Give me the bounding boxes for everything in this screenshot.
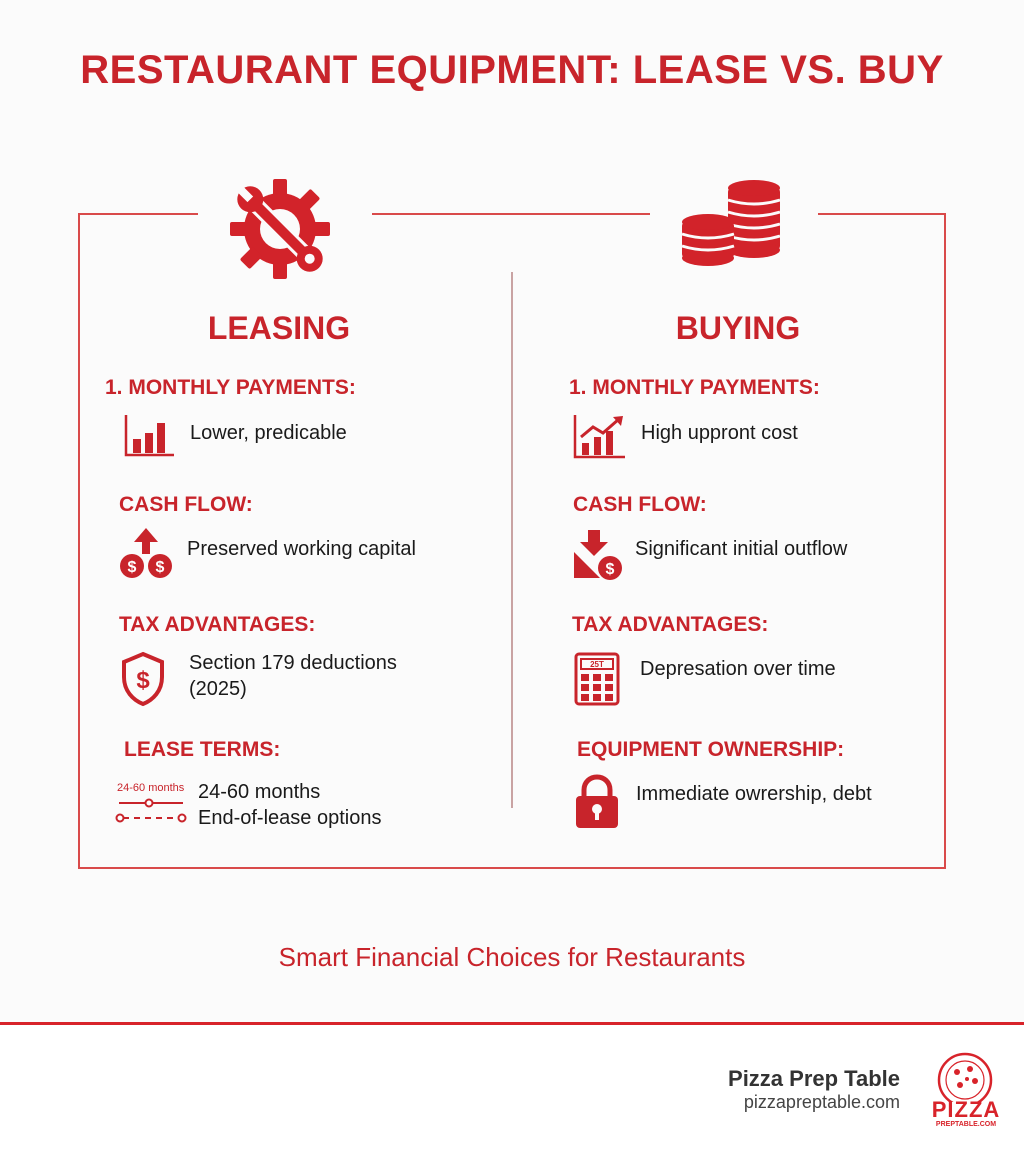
leasing-lease-terms-line2: End-of-lease options	[198, 807, 382, 829]
leasing-cash-flow-text: Preserved working capital	[187, 538, 416, 560]
leasing-tax-text-line2: (2025)	[189, 678, 247, 700]
leasing-monthly-payments-text: Lower, predicable	[190, 422, 347, 444]
buying-equipment-ownership-label: EQUIPMENT OWNERSHIP:	[577, 738, 845, 761]
svg-text:$: $	[155, 559, 165, 576]
coin-stacks-icon	[680, 178, 786, 268]
leasing-lease-terms-label: LEASE TERMS:	[124, 738, 281, 761]
buying-ownership-text: Immediate owrership, debt	[636, 783, 872, 805]
buying-cash-flow-text: Significant initial outflow	[635, 538, 848, 560]
frame-right	[944, 213, 946, 869]
frame-bottom	[78, 867, 946, 869]
page-title: RESTAURANT EQUIPMENT: LEASE VS. BUY	[80, 48, 944, 92]
buying-tax-advantages-label: TAX ADVANTAGES:	[572, 613, 769, 636]
brand-url[interactable]: pizzapreptable.com	[743, 1092, 900, 1112]
leasing-heading: LEASING	[207, 310, 351, 346]
brand-name: Pizza Prep Table	[728, 1066, 900, 1091]
frame-top-right	[818, 213, 946, 215]
down-arrow-coin-icon	[570, 528, 626, 582]
leasing-monthly-payments-label: 1. MONTHLY PAYMENTS:	[105, 376, 356, 399]
shield-dollar-icon	[120, 651, 166, 707]
leasing-cash-flow-label: CASH FLOW:	[119, 493, 253, 516]
buying-cash-flow-label: CASH FLOW:	[573, 493, 707, 516]
rising-chart-icon	[573, 413, 627, 459]
buying-monthly-payments-text: High uppront cost	[641, 422, 798, 444]
logo-word: PIZZA	[931, 1097, 1001, 1122]
frame-top-middle	[372, 213, 650, 215]
column-divider	[511, 272, 513, 808]
leasing-tax-text-line1: Section 179 deductions	[189, 652, 397, 674]
buying-tax-text: Depresation over time	[640, 658, 836, 680]
buying-monthly-payments-label: 1. MONTHLY PAYMENTS:	[569, 376, 820, 399]
logo-sub: PREPTABLE.COM	[935, 1121, 997, 1128]
svg-text:$: $	[127, 559, 137, 576]
svg-text:$: $	[136, 667, 150, 694]
tagline: Smart Financial Choices for Restaurants	[278, 942, 746, 972]
leasing-lease-terms-line1: 24-60 months	[198, 781, 321, 803]
lease-terms-small-label: 24-60 months	[117, 782, 185, 794]
gear-wrench-icon	[222, 176, 338, 282]
timeline-slider-icon	[115, 796, 187, 826]
frame-left	[78, 213, 80, 869]
coins-up-arrow-icon	[118, 526, 174, 580]
bar-chart-icon	[124, 413, 176, 457]
svg-text:$: $	[605, 561, 615, 578]
calculator-icon	[574, 652, 620, 706]
leasing-tax-advantages-label: TAX ADVANTAGES:	[119, 613, 316, 636]
calculator-display-text: 25T	[590, 660, 604, 669]
pizza-logo-icon	[932, 1050, 998, 1102]
padlock-icon	[574, 774, 620, 830]
buying-heading: BUYING	[675, 310, 801, 346]
frame-top-left	[78, 213, 198, 215]
